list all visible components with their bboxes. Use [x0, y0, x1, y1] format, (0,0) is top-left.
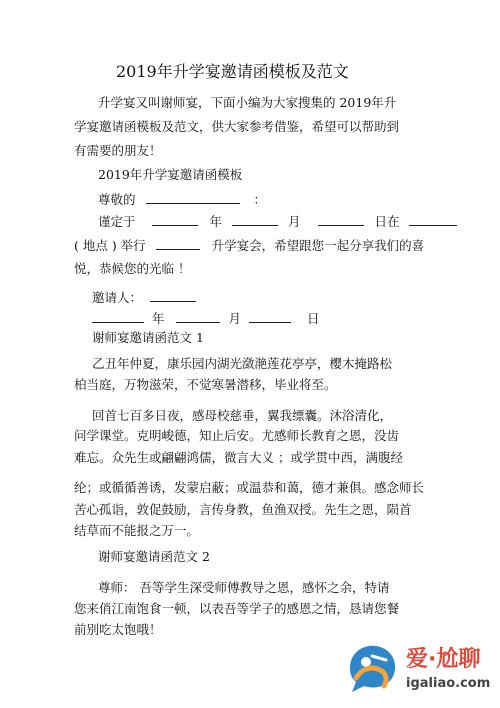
sample2-heading: 谢师宴邀请函范文 2 [98, 549, 210, 564]
place-line-prefix: ( 地点 ) 举行 [74, 238, 146, 253]
sample1-p2-line-1: 回首七百多日夜，感母校慈垂，翼我缥囊。沐浴清化， [92, 408, 393, 423]
sample2-line-2: 您来俏江南饱食一顿，以表吾等学子的感恩之情，恳请您餐 [74, 601, 400, 616]
sign-month-label: 月 [228, 311, 241, 326]
sample1-p2-line-5: 苦心孤诣，敦促鼓励，言传身教，鱼渔双授。先生之恩，陨首 [74, 502, 412, 517]
day-label: 日在 [374, 214, 400, 229]
watermark-url: igaliao.com [406, 676, 491, 691]
intro-line-3: 有需要的朋友！ [74, 143, 162, 158]
intro-line-1: 升学宴又叫谢师宴，下面小编为大家搜集的 2019年升 [98, 95, 397, 110]
sign-month-blank [176, 310, 220, 323]
sample1-p2-line-3: 难忘。众先生或翩翩鸿儒，微言大义 ；或学贯中西，满腹经 [74, 450, 403, 465]
month-label: 月 [287, 214, 301, 229]
inviter-line [92, 289, 196, 306]
document-title: 2019年升学宴邀请函模板及范文 [116, 62, 349, 81]
greeting-line [98, 191, 266, 208]
sign-day-label: 日 [306, 311, 320, 326]
date-line [98, 213, 457, 230]
place-line-mid: 升学宴会，希望跟您一起分享我们的喜 [211, 238, 425, 253]
sign-date-line [92, 310, 319, 327]
intro-line-2: 学宴邀请函模板及范文，供大家参考借鉴，希望可以帮助到 [74, 119, 400, 134]
place-blank [409, 213, 457, 226]
sample1-p1-line-1: 乙丑年仲夏，康乐园内湖光潋滟莲花亭亭，樱木掩路松 [92, 356, 393, 371]
sample1-p1-line-2: 柏当庭，万物滋荣，不觉寒暑潜移，毕业将至。 [74, 377, 337, 392]
inviter-blank [150, 289, 196, 302]
year-blank [152, 213, 198, 226]
sign-year-label: 年 [151, 311, 165, 326]
chat-bubble-logo-icon [342, 638, 404, 700]
sample1-heading: 谢师宴邀请函范文 1 [92, 330, 204, 345]
inviter-label: 邀请人： [92, 290, 143, 305]
sample1-p2-line-6: 结草而不能报之万一。 [74, 523, 200, 538]
recipient-blank [146, 191, 240, 204]
greeting-colon: ： [253, 192, 266, 207]
place-line [74, 237, 424, 254]
day-blank [318, 213, 364, 226]
sample1-p2-line-2: 问学课堂。克明峻德，知止后安。尤感师长教育之恩，没齿 [74, 428, 400, 443]
template-heading: 2019年升学宴邀请函模板 [98, 167, 243, 182]
sign-year-blank [92, 310, 144, 323]
sign-day-blank [249, 310, 291, 323]
watermark-brand-text: 爱·尬聊 [406, 647, 481, 672]
year-label: 年 [209, 214, 222, 229]
date-prefix: 谨定于 [98, 214, 136, 229]
sample1-p2-line-4: 纶；或循循善诱，发蒙启蔽；或温恭和蔼，德才兼俱。感念师长 [74, 480, 425, 495]
sample2-line-3: 前别吃太饱哦！ [74, 622, 162, 637]
venue-blank [156, 237, 200, 250]
greeting-text: 尊敬的 [98, 192, 136, 207]
site-watermark [342, 638, 492, 702]
month-blank [232, 213, 278, 226]
sample2-line-1: 尊师： 吾等学生深受师傅教导之恩，感怀之余，特请 [98, 580, 390, 595]
closing-line: 悦，恭候您的光临 ！ [74, 261, 191, 276]
